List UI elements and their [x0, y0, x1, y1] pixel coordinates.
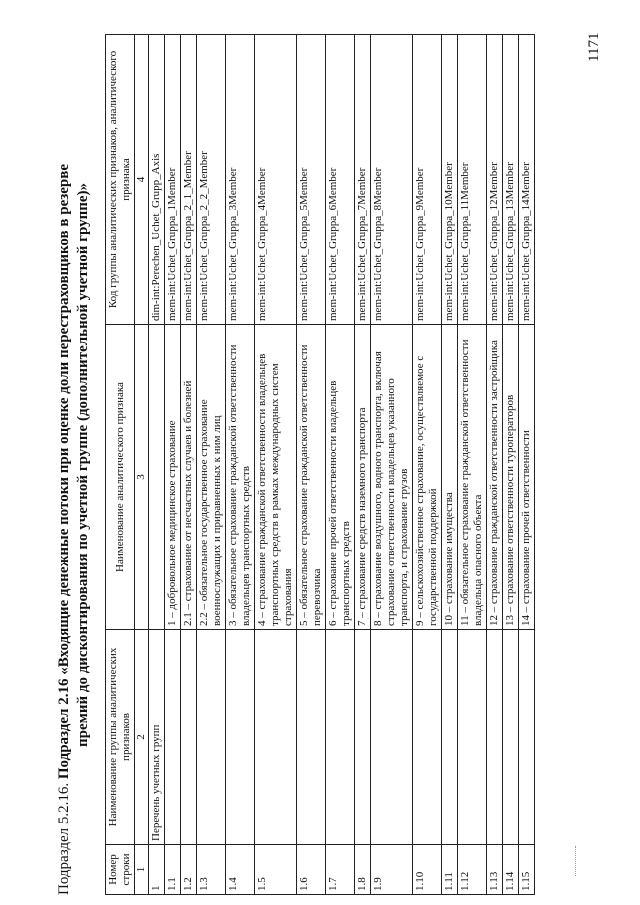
cell-feature-name: 12 – страхование гражданской ответственности застройщика	[487, 325, 503, 630]
cell-group-name	[326, 630, 355, 845]
cell-group-name	[197, 630, 226, 845]
table-row	[442, 35, 458, 895]
cell-feature-name: 6 – страхование прочей ответственности владельцев транспортных средств	[326, 325, 355, 630]
cell-row-number: 1.1	[165, 845, 181, 895]
cell-group-name	[255, 630, 297, 845]
cell-row-number: 1.10	[413, 845, 442, 895]
cell-group-name: Перечень учетных групп	[149, 630, 165, 845]
table-row	[413, 35, 442, 895]
header-feature-name: Наименование аналитического признака	[106, 325, 135, 630]
cell-code: mem-int:Uchet_Gruppa_12Member	[487, 35, 503, 325]
table-row	[226, 35, 255, 895]
cell-row-number: 1.7	[326, 845, 355, 895]
cell-row-number: 1.5	[255, 845, 297, 895]
cell-group-name	[226, 630, 255, 845]
table-row	[255, 35, 297, 895]
cell-code: mem-int:Uchet_Gruppa_2_1_Member	[181, 35, 197, 325]
cell-code: mem-int:Uchet_Gruppa_11Member	[458, 35, 487, 325]
cell-feature-name: 13 – страхование ответственности туроператоров	[503, 325, 519, 630]
cell-feature-name	[149, 325, 165, 630]
cell-code: mem-int:Uchet_Gruppa_9Member	[413, 35, 442, 325]
section-heading	[55, 35, 93, 895]
table-row	[458, 35, 487, 895]
cell-row-number: 1.3	[197, 845, 226, 895]
cell-feature-name: 7 – страхование средств наземного транспорта	[355, 325, 371, 630]
cell-code: mem-int:Uchet_Gruppa_1Member	[165, 35, 181, 325]
cell-code: mem-int:Uchet_Gruppa_8Member	[371, 35, 413, 325]
header-row-number: Номер строки	[106, 845, 135, 895]
cell-group-name	[165, 630, 181, 845]
table-row	[487, 35, 503, 895]
cell-group-name	[181, 630, 197, 845]
table-body	[149, 35, 535, 895]
cell-row-number: 1.4	[226, 845, 255, 895]
cell-group-name	[297, 630, 326, 845]
cell-group-name	[355, 630, 371, 845]
col-number: 3	[135, 325, 149, 630]
table-row	[197, 35, 226, 895]
cell-row-number: 1.9	[371, 845, 413, 895]
table-row	[503, 35, 519, 895]
cell-code: mem-int:Uchet_Gruppa_6Member	[326, 35, 355, 325]
table-row	[149, 35, 165, 895]
table-row	[165, 35, 181, 895]
cell-row-number: 1.14	[503, 845, 519, 895]
header-code: Код группы аналитических признаков, аналитического признака	[106, 35, 135, 325]
column-number-row	[135, 35, 149, 895]
cell-feature-name: 8 – страхование воздушного, водного транспорта, включая страхование ответственности владельцев указанного транспорта, и страхование грузов	[371, 325, 413, 630]
cell-group-name	[519, 630, 535, 845]
col-number: 4	[135, 35, 149, 325]
cell-feature-name: 2.2 – обязательное государственное страхование военнослужащих и приравненных к ним лиц	[197, 325, 226, 630]
cell-group-name	[458, 630, 487, 845]
cell-row-number: 1.13	[487, 845, 503, 895]
cell-feature-name: 1 – добровольное медицинское страхование	[165, 325, 181, 630]
cell-code: mem-int:Uchet_Gruppa_7Member	[355, 35, 371, 325]
table-row	[297, 35, 326, 895]
cell-feature-name: 10 – страхование имущества	[442, 325, 458, 630]
heading-line-2: премий до дисконтирования по учетной группе (дополнительной учетной группе)»	[75, 182, 91, 748]
heading-title-bold: Подраздел 2.16 «Входящие денежные потоки при оценке доли перестраховщиков в резерве	[56, 163, 72, 780]
cell-code: mem-int:Uchet_Gruppa_2_2_Member	[197, 35, 226, 325]
table-header-row	[106, 35, 135, 895]
cell-code: mem-int:Uchet_Gruppa_14Member	[519, 35, 535, 325]
cell-code: dim-int:Perechen_Uchet_Grupp_Axis	[149, 35, 165, 325]
cell-code: mem-int:Uchet_Gruppa_4Member	[255, 35, 297, 325]
table-row	[326, 35, 355, 895]
heading-prefix: Подраздел 5.2.16.	[56, 779, 72, 895]
cell-group-name	[442, 630, 458, 845]
col-number: 2	[135, 630, 149, 845]
cell-row-number: 1.6	[297, 845, 326, 895]
heading-line-1	[55, 35, 74, 895]
cell-row-number: 1.12	[458, 845, 487, 895]
cell-feature-name: 2.1 – страхование от несчастных случаев и болезней	[181, 325, 197, 630]
cell-code: mem-int:Uchet_Gruppa_3Member	[226, 35, 255, 325]
margin-mark	[575, 846, 582, 876]
table-row	[181, 35, 197, 895]
cell-group-name	[487, 630, 503, 845]
cell-feature-name: 11 – обязательное страхование гражданской ответственности владельца опасного объекта	[458, 325, 487, 630]
cell-row-number: 1	[149, 845, 165, 895]
rotated-content	[55, 32, 615, 895]
cell-feature-name: 3 – обязательное страхование гражданской ответственности владельцев транспортных средств	[226, 325, 255, 630]
table-row	[519, 35, 535, 895]
cell-group-name	[503, 630, 519, 845]
cell-row-number: 1.15	[519, 845, 535, 895]
header-group-name: Наименование группы аналитических признаков	[106, 630, 135, 845]
cell-feature-name: 14 – страхование прочей ответственности	[519, 325, 535, 630]
cell-group-name	[413, 630, 442, 845]
cell-code: mem-int:Uchet_Gruppa_13Member	[503, 35, 519, 325]
table-row	[355, 35, 371, 895]
cell-row-number: 1.8	[355, 845, 371, 895]
cell-code: mem-int:Uchet_Gruppa_5Member	[297, 35, 326, 325]
cell-code: mem-int:Uchet_Gruppa_10Member	[442, 35, 458, 325]
cell-group-name	[371, 630, 413, 845]
page-number: 1171	[586, 32, 602, 62]
cell-feature-name: 9 – сельскохозяйственное страхование, осуществляемое с государственной поддержкой	[413, 325, 442, 630]
cell-feature-name: 4 – страхование гражданской ответственности владельцев транспортных средств в рамках международных систем страхования	[255, 325, 297, 630]
table-row	[371, 35, 413, 895]
cell-feature-name: 5 – обязательное страхование гражданской ответственности перевозчика	[297, 325, 326, 630]
cell-row-number: 1.11	[442, 845, 458, 895]
analytics-table	[105, 34, 535, 895]
col-number: 1	[135, 845, 149, 895]
cell-row-number: 1.2	[181, 845, 197, 895]
